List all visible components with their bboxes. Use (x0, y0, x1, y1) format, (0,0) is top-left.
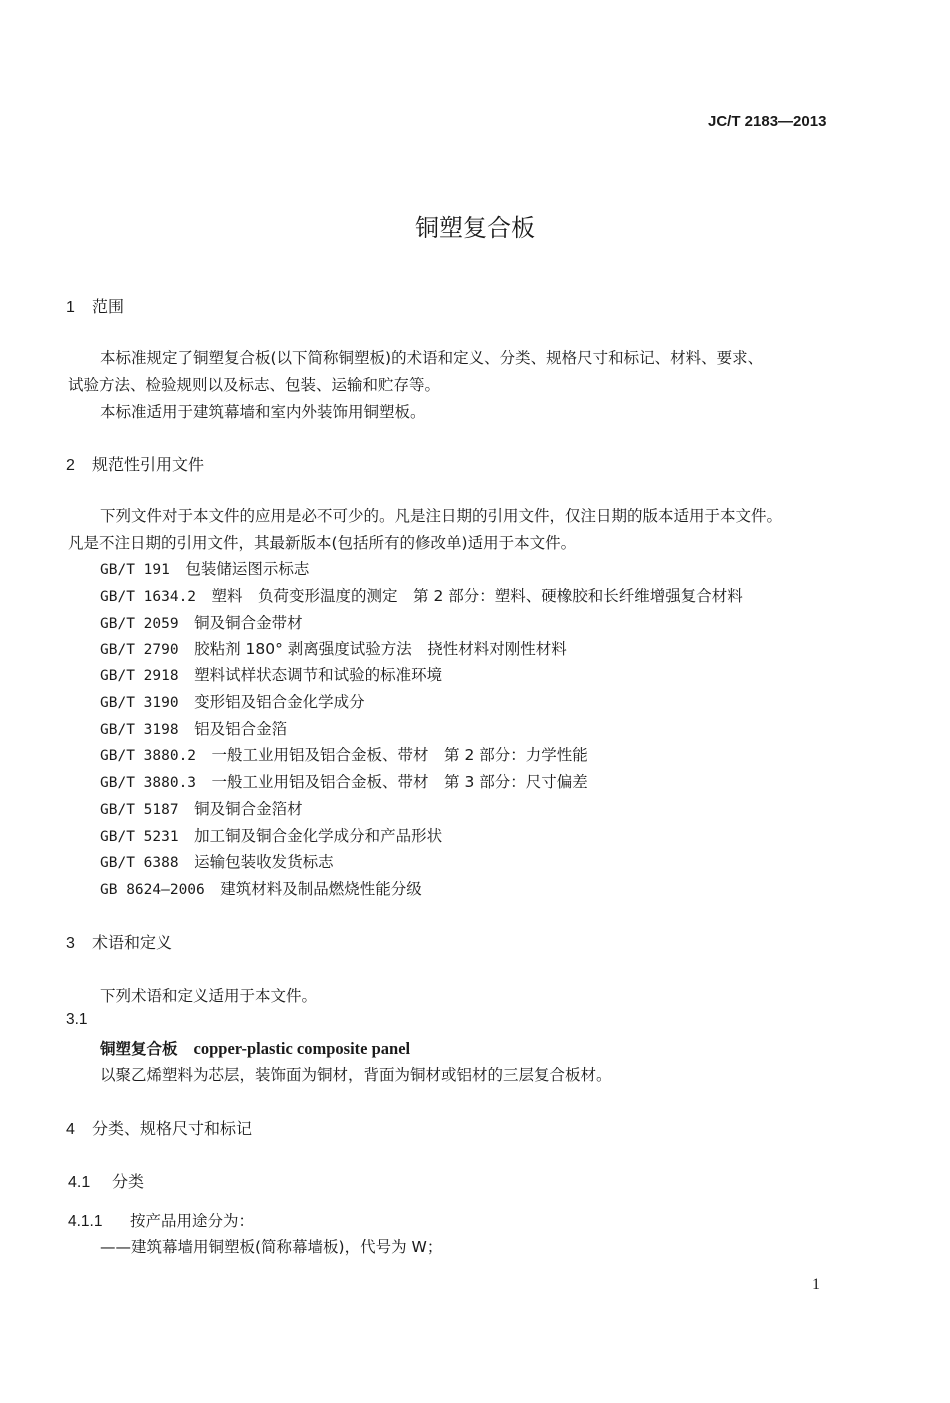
reference-item (100, 690, 365, 712)
reference-item (100, 611, 303, 633)
subsection-4-1-heading (68, 1169, 144, 1192)
reference-title: 一般工业用铝及铝合金板、带材 第 3 部分：尺寸偏差 (211, 773, 588, 791)
reference-title: 胶粘剂 180° 剥离强度试验方法 挠性材料对刚性材料 (194, 640, 567, 658)
subsection-number: 4.1 (68, 1174, 91, 1191)
reference-item (100, 877, 422, 899)
reference-title: 铝及铝合金箔 (194, 720, 288, 738)
reference-item (100, 637, 567, 659)
section-number: 4 (66, 1121, 75, 1138)
sec2-para1-line1: 下列文件对于本文件的应用是必不可少的。凡是注日期的引用文件，仅注日期的版本适用于本文件。 (100, 507, 783, 525)
reference-title: 加工铜及铜合金化学成分和产品形状 (194, 827, 443, 845)
term-entry (100, 1037, 410, 1059)
reference-item (100, 824, 442, 846)
section-title: 术语和定义 (92, 933, 173, 952)
term-chinese: 铜塑复合板 (100, 1040, 178, 1058)
section-number: 1 (66, 299, 75, 316)
reference-code: GB 8624—2006 (100, 882, 205, 898)
standard-code: JC/T 2183—2013 (708, 113, 827, 130)
reference-code: GB/T 191 (100, 562, 170, 578)
reference-item (100, 743, 588, 765)
list-item: ——建筑幕墙用铜塑板(简称幕墙板)，代号为 W； (100, 1238, 443, 1256)
document-title: 铜塑复合板 (415, 214, 535, 242)
reference-title: 运输包装收发货标志 (194, 853, 334, 871)
reference-code: GB/T 5231 (100, 829, 179, 845)
term-english: copper-plastic composite panel (193, 1039, 411, 1058)
section-2-heading (66, 452, 204, 475)
section-number: 2 (66, 457, 75, 474)
sec3-intro: 下列术语和定义适用于本文件。 (100, 987, 318, 1005)
reference-code: GB/T 3880.2 (100, 748, 197, 764)
reference-title: 一般工业用铝及铝合金板、带材 第 2 部分：力学性能 (211, 746, 588, 764)
reference-title: 塑料试样状态调节和试验的标准环境 (194, 666, 443, 684)
term-definition: 以聚乙烯塑料为芯层，装饰面为铜材，背面为铜材或铝材的三层复合板材。 (100, 1066, 612, 1084)
sec1-para1-line2: 试验方法、检验规则以及标志、包装、运输和贮存等。 (68, 376, 441, 394)
reference-item (100, 557, 309, 579)
reference-title: 铜及铜合金箔材 (194, 800, 303, 818)
section-title: 规范性引用文件 (92, 455, 205, 474)
subsection-title: 分类 (112, 1172, 145, 1191)
reference-code: GB/T 3880.3 (100, 775, 197, 791)
reference-title: 变形铝及铝合金化学成分 (194, 693, 365, 711)
section-4-heading (66, 1116, 252, 1139)
page-number: 1 (812, 1276, 820, 1293)
reference-title: 塑料 负荷变形温度的测定 第 2 部分：塑料、硬橡胶和长纤维增强复合材料 (211, 587, 743, 605)
reference-item (100, 584, 743, 606)
section-1-heading (66, 294, 124, 317)
sec2-para1-line2: 凡是不注日期的引用文件，其最新版本(包括所有的修改单)适用于本文件。 (68, 534, 577, 552)
reference-code: GB/T 6388 (100, 855, 179, 871)
reference-item (100, 717, 287, 739)
term-number: 3.1 (66, 1011, 88, 1028)
clause-4-1-1 (68, 1209, 254, 1231)
reference-title: 铜及铜合金带材 (194, 614, 303, 632)
reference-item (100, 797, 303, 819)
reference-code: GB/T 3190 (100, 695, 179, 711)
reference-code: GB/T 2059 (100, 616, 179, 632)
reference-code: GB/T 5187 (100, 802, 179, 818)
reference-code: GB/T 2790 (100, 642, 179, 658)
section-number: 3 (66, 935, 75, 952)
reference-code: GB/T 2918 (100, 668, 179, 684)
section-3-heading (66, 930, 172, 953)
sec1-para2: 本标准适用于建筑幕墙和室内外装饰用铜塑板。 (100, 403, 426, 421)
reference-title: 建筑材料及制品燃烧性能分级 (220, 880, 422, 898)
reference-title: 包装储运图示标志 (185, 560, 310, 578)
reference-item (100, 770, 588, 792)
reference-item (100, 850, 334, 872)
reference-item (100, 663, 442, 685)
sec1-para1-line1: 本标准规定了铜塑复合板(以下简称铜塑板)的术语和定义、分类、规格尺寸和标记、材料、要求、 (100, 349, 764, 367)
clause-text: 按产品用途分为： (130, 1212, 255, 1230)
section-title: 范围 (92, 297, 125, 316)
reference-code: GB/T 1634.2 (100, 589, 197, 605)
section-title: 分类、规格尺寸和标记 (92, 1119, 253, 1138)
reference-code: GB/T 3198 (100, 722, 179, 738)
clause-number: 4.1.1 (68, 1213, 103, 1230)
